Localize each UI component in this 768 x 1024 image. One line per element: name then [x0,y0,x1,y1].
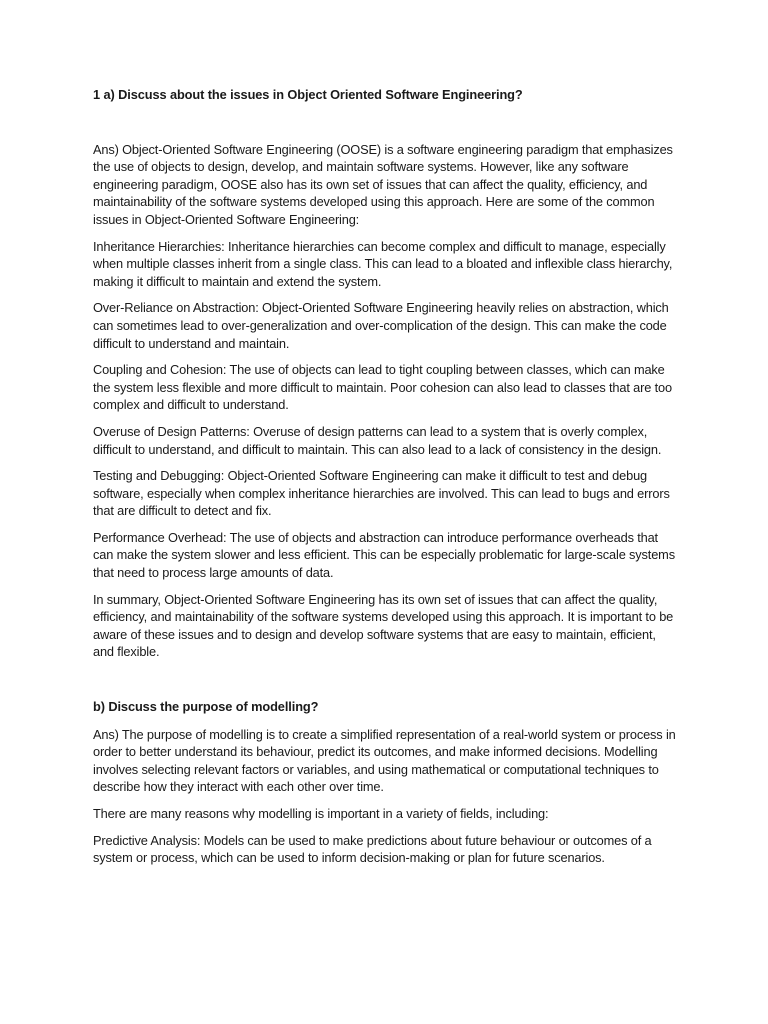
document-content [93,86,678,876]
answer-1b-reasons: There are many reasons why modelling is important in a variety of fields, including: [93,806,549,821]
issue-design-patterns: Overuse of Design Patterns: Overuse of design patterns can lead to a system that is overly complex, difficult to understand, and difficult to maintain. This can also lead to a lack of consistency in the design. [93,423,662,457]
issue-testing-debugging: Testing and Debugging: Object-Oriented Software Engineering can make it difficult to test and debug software, especially when complex inheritance hierarchies are involved. This can lead to bugs and errors that are difficult to detect and fix. [93,468,670,519]
answer-1a-intro: Ans) Object-Oriented Software Engineering (OOSE) is a software engineering paradigm that emphasizes the use of objects to design, develop, and maintain software systems. However, like any software engineering paradigm, OOSE also has its own set of issues that can affect the quality, efficiency, and maintainability of the software systems developed using this approach. Here are some of the common issues in Object-Oriented Software Engineering: [93,141,673,227]
answer-1b-intro: Ans) The purpose of modelling is to create a simplified representation of a real-world system or process in order to better understand its behaviour, predict its outcomes, and make informed decisions. Modelling involves selecting relevant factors or variables, and using mathematical or computational techniques to describe how they interact with each other over time. [93,726,676,795]
spacer [93,716,678,726]
answer-1a-summary: In summary, Object-Oriented Software Engineering has its own set of issues that can affect the quality, efficiency, and maintainability of the software systems developed using this approach. It is important to be aware of these issues and to design and develop software systems that are easy to maintain, efficient, and flexible. [93,591,674,660]
question-1b-heading: b) Discuss the purpose of modelling? [93,699,319,715]
issue-over-reliance-abstraction: Over-Reliance on Abstraction: Object-Oriented Software Engineering heavily relies on abstraction, which can sometimes lead to over-generalization and over-complication of the design. This can make the code difficult to understand and maintain. [93,300,669,351]
spacer [93,104,678,141]
issue-coupling-cohesion: Coupling and Cohesion: The use of objects can lead to tight coupling between classes, which can make the system less flexible and more difficult to maintain. Poor cohesion can also lead to classes that are too complex and difficult to understand. [93,362,672,413]
spacer [93,670,678,698]
question-1a-heading: 1 a) Discuss about the issues in Object Oriented Software Engineering? [93,87,523,102]
issue-inheritance-hierarchies: Inheritance Hierarchies: Inheritance hierarchies can become complex and difficult to manage, especially when multiple classes inherit from a single class. This can lead to a bloated and inflexible class hierarchy, making it difficult to maintain and extend the system. [93,238,673,289]
reason-predictive-analysis: Predictive Analysis: Models can be used to make predictions about future behaviour or outcomes of a system or process, which can be used to inform decision-making or plan for future scenarios. [93,832,652,866]
issue-performance-overhead: Performance Overhead: The use of objects and abstraction can introduce performance overheads that can make the system slower and less efficient. This can be especially problematic for large-scale systems that need to process large amounts of data. [93,529,675,581]
